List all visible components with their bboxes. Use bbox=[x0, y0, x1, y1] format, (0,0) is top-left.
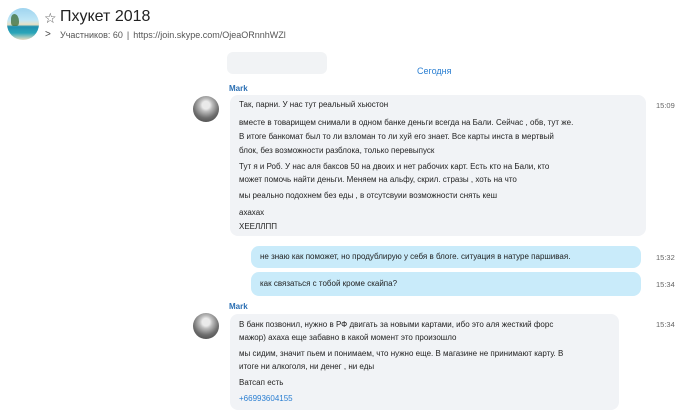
message-line: В итоге банкомат был то ли взломан то ли хуй его знает. Все карты инста в мертвый bbox=[239, 132, 554, 141]
chat-subline bbox=[60, 30, 286, 40]
message-line: мы реально подохнем без еды , в отсутсвуии возможности снять кеш bbox=[239, 191, 497, 200]
message-text: как связаться с тобой кроме скайпа? bbox=[260, 279, 398, 288]
message-time: 15:09 bbox=[656, 101, 675, 110]
group-avatar[interactable] bbox=[7, 8, 39, 40]
chat-title[interactable]: Пхукет 2018 bbox=[60, 8, 151, 25]
message-line: может помочь найти деньги. Меняем на альфу, скрил. стразы , хоть на что bbox=[239, 175, 517, 184]
message-sender[interactable]: Mark bbox=[229, 302, 248, 311]
message-line: Так, парни. У нас тут реальный хьюстон bbox=[239, 100, 389, 109]
message-bubble-incoming[interactable] bbox=[230, 314, 619, 410]
message-text: не знаю как поможет, но продублирую у себя в блоге. ситуация в натуре паршивая. bbox=[260, 252, 571, 261]
message-line: вместе в товарищем снимали в одном банке деньги всегда на Бали. Сейчас , обв, тут же. bbox=[239, 118, 574, 127]
message-line: ХЕЕЛЛПП bbox=[239, 222, 278, 231]
phone-link[interactable]: +66993604155 bbox=[239, 394, 293, 403]
star-icon[interactable]: ☆ bbox=[44, 10, 57, 26]
message-line: Ватсап есть bbox=[239, 378, 284, 387]
day-separator: Сегодня bbox=[417, 66, 452, 76]
message-bubble-incoming[interactable] bbox=[230, 95, 646, 236]
message-sender[interactable]: Mark bbox=[229, 84, 248, 93]
user-avatar[interactable] bbox=[193, 313, 219, 339]
previous-message-ghost bbox=[227, 52, 327, 74]
participants-count[interactable]: Участников: 60 bbox=[60, 30, 123, 40]
chat-header bbox=[0, 0, 700, 48]
message-time: 15:34 bbox=[656, 320, 675, 329]
message-line: Тут я и Роб. У нас аля баксов 50 на двоих и нет рабочих карт. Есть кто на Бали, кто bbox=[239, 162, 550, 171]
message-line: В банк позвонил, нужно в РФ двигать за новыми картами, ибо это аля жесткий форс bbox=[239, 320, 554, 329]
join-link[interactable]: https://join.skype.com/OjeaORnnhWZl bbox=[133, 30, 286, 40]
message-bubble-outgoing[interactable] bbox=[251, 246, 641, 268]
user-avatar[interactable] bbox=[193, 96, 219, 122]
message-time: 15:34 bbox=[656, 280, 675, 289]
message-bubble-outgoing[interactable] bbox=[251, 272, 641, 296]
message-line: мы сидим, значит пьем и понимаем, что нужно еще. В магазине не принимают карту. В bbox=[239, 349, 564, 358]
separator: | bbox=[126, 30, 130, 40]
message-line: ахахах bbox=[239, 208, 265, 217]
chevron-right-icon[interactable]: > bbox=[45, 29, 51, 40]
message-line: итоге ни алкоголя, ни денег , ни еды bbox=[239, 362, 375, 371]
message-line: мажор) ахаха еще забавно в какой момент это произошло bbox=[239, 333, 457, 342]
message-time: 15:32 bbox=[656, 253, 675, 262]
message-line: блок, без возможности разблока, только перевыпуск bbox=[239, 146, 435, 155]
